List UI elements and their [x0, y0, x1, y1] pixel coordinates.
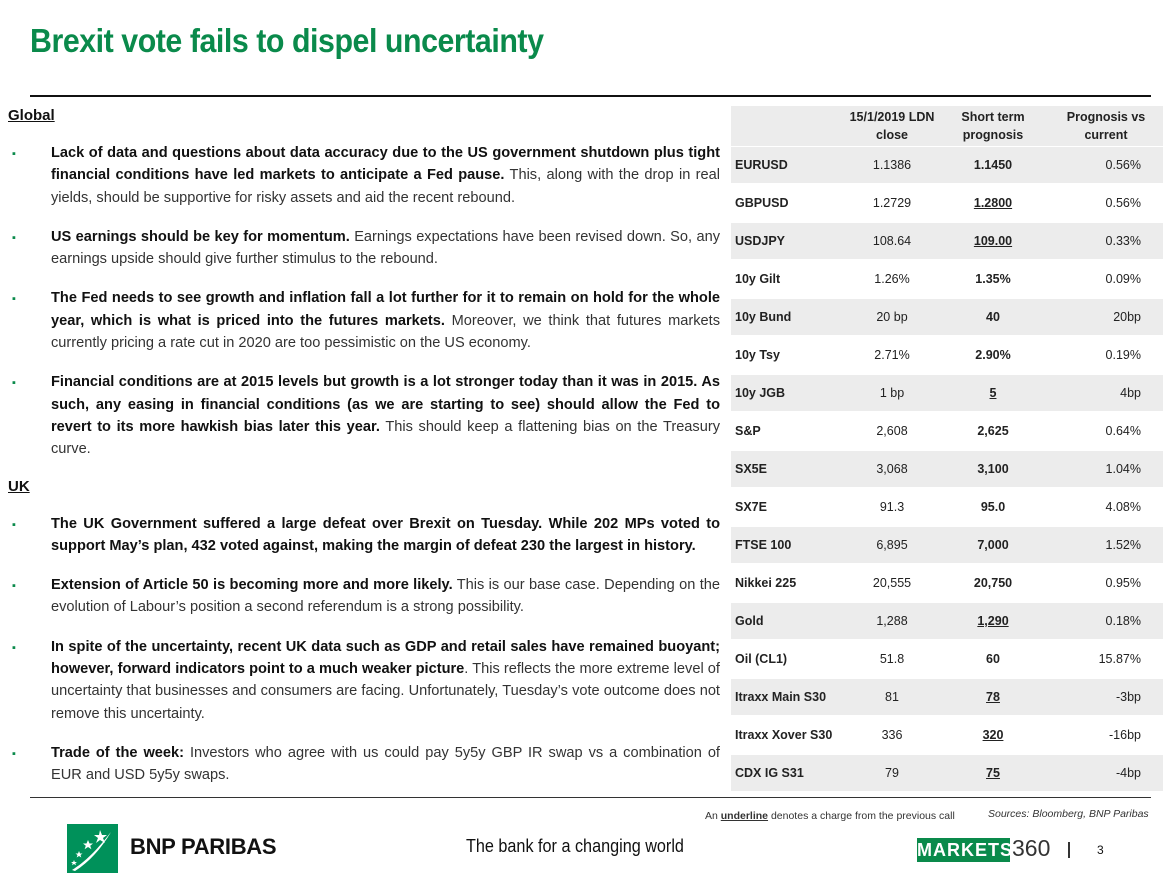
title-divider — [30, 95, 1151, 97]
prognosis-cell: 40 — [937, 298, 1049, 336]
prognosis-vs-current-cell: 20bp — [1049, 298, 1163, 336]
prognosis-vs-current-cell: 0.09% — [1049, 260, 1163, 298]
close-cell: 2,608 — [847, 412, 937, 450]
footer-divider — [30, 797, 1151, 798]
bullet-text: This should keep a flattening bias on the Treasury curve. — [51, 418, 720, 458]
prognosis-cell: 1.2800 — [937, 184, 1049, 222]
prognosis-cell: 7,000 — [937, 526, 1049, 564]
square-bullet-icon: ▪ — [12, 641, 16, 654]
table-row — [731, 640, 1163, 678]
prognosis-cell: 3,100 — [937, 450, 1049, 488]
instrument-cell: SX5E — [731, 450, 847, 488]
table-row — [731, 488, 1163, 526]
prognosis-cell: 109.00 — [937, 222, 1049, 260]
prognosis-vs-current-cell: 4.08% — [1049, 488, 1163, 526]
bullet-point — [8, 574, 720, 619]
instrument-cell: 10y Bund — [731, 298, 847, 336]
close-cell: 1.26% — [847, 260, 937, 298]
instrument-cell: SX7E — [731, 488, 847, 526]
bullet-bold-text: Financial conditions are at 2015 levels but growth is a lot stronger today than it was in 2015. As such, any easing in financial conditions (as we are starting to see) should allow the Fed to revert to its more hawkish bias later this year. — [51, 374, 720, 435]
square-bullet-icon: ▪ — [12, 148, 16, 160]
prognosis-vs-current-cell: 15.87% — [1049, 640, 1163, 678]
prognosis-cell: 5 — [937, 374, 1049, 412]
instrument-cell: GBPUSD — [731, 184, 847, 222]
prognosis-vs-current-cell: 0.56% — [1049, 184, 1163, 222]
bnp-paribas-logo-text: BNP PARIBAS — [130, 834, 277, 859]
instrument-cell: 10y Gilt — [731, 260, 847, 298]
table-row — [731, 298, 1163, 336]
square-bullet-icon: ▪ — [12, 518, 16, 531]
close-cell: 20,555 — [847, 564, 937, 602]
close-cell: 51.8 — [847, 640, 937, 678]
bullet-text: . This reflects the more extreme level of uncertainty that businesses and consumers are facing. Unfortunately, Tuesday’s vote outcome does not remove this uncertainty. — [51, 661, 720, 722]
table-row — [731, 184, 1163, 222]
square-bullet-icon: ▪ — [12, 293, 16, 306]
prognosis-cell: 95.0 — [937, 488, 1049, 526]
prognosis-vs-current-cell: 0.19% — [1049, 336, 1163, 374]
instrument-cell: 10y JGB — [731, 374, 847, 412]
close-cell: 3,068 — [847, 450, 937, 488]
section-heading: UK — [8, 477, 30, 495]
bullet-point — [8, 371, 720, 460]
markets360-number: 360 — [1012, 835, 1051, 861]
table-row — [731, 754, 1163, 792]
instrument-cell: Itraxx Main S30 — [731, 678, 847, 716]
header-prognosis-vs-current: Prognosis vs current — [1049, 106, 1163, 147]
bullet-text: Earnings expectations have been revised down. So, any earnings upside should give further stimulus to the rebound. — [51, 228, 720, 268]
market-prognosis-table — [731, 106, 1163, 793]
instrument-cell: CDX IG S31 — [731, 754, 847, 792]
bullet-text: Investors who agree with us could pay 5y5y GBP IR swap vs a combination of EUR and USD 5y5y swaps. — [51, 744, 720, 784]
close-cell: 2.71% — [847, 336, 937, 374]
bullet-bold-text: Extension of Article 50 is becoming more and more likely. — [51, 577, 453, 594]
instrument-cell: 10y Tsy — [731, 336, 847, 374]
table-row — [731, 336, 1163, 374]
page-title: Brexit vote fails to dispel uncertainty — [30, 22, 544, 59]
instrument-cell: Itraxx Xover S30 — [731, 716, 847, 754]
markets360-logo: MARKETS — [917, 840, 1013, 860]
table-row — [731, 716, 1163, 754]
table-header-row — [731, 106, 1163, 147]
prognosis-vs-current-cell: 0.33% — [1049, 222, 1163, 260]
instrument-cell: Oil (CL1) — [731, 640, 847, 678]
close-cell: 20 bp — [847, 298, 937, 336]
bullet-bold-text: The Fed needs to see growth and inflation fall a lot further for it to remain on hold for the whole year, which is what is priced into the futures markets. — [51, 290, 720, 329]
prognosis-cell: 2,625 — [937, 412, 1049, 450]
prognosis-vs-current-cell: 0.64% — [1049, 412, 1163, 450]
prognosis-cell: 320 — [937, 716, 1049, 754]
close-cell: 81 — [847, 678, 937, 716]
prognosis-cell: 20,750 — [937, 564, 1049, 602]
prognosis-vs-current-cell: -4bp — [1049, 754, 1163, 792]
footer-separator — [1068, 842, 1070, 858]
bullet-text: Moreover, we think that futures markets currently pricing a rate cut in 2020 are too pessimistic on the US economy. — [51, 312, 720, 352]
instrument-cell: Nikkei 225 — [731, 564, 847, 602]
close-cell: 1.2729 — [847, 184, 937, 222]
underline-footnote: An underline denotes a charge from the previous call — [705, 810, 955, 822]
prognosis-cell: 1.1450 — [937, 147, 1049, 185]
prognosis-cell: 1,290 — [937, 602, 1049, 640]
bullet-point — [8, 142, 720, 209]
instrument-cell: FTSE 100 — [731, 526, 847, 564]
table-row — [731, 222, 1163, 260]
table-row — [731, 147, 1163, 185]
page-number: 3 — [1097, 843, 1104, 857]
bullet-bold-text: The UK Government suffered a large defeat over Brexit on Tuesday. While 202 MPs voted to support May’s plan, 432 voted against, making the margin of defeat 230 the largest in history. — [51, 515, 720, 554]
prognosis-vs-current-cell: 1.04% — [1049, 450, 1163, 488]
table-row — [731, 260, 1163, 298]
table-row — [731, 602, 1163, 640]
instrument-cell: S&P — [731, 412, 847, 450]
close-cell: 1.1386 — [847, 147, 937, 185]
prognosis-cell: 1.35% — [937, 260, 1049, 298]
bullet-point — [8, 636, 720, 725]
header-close: 15/1/2019 LDN close — [847, 106, 937, 147]
close-cell: 91.3 — [847, 488, 937, 526]
close-cell: 1 bp — [847, 374, 937, 412]
bullet-bold-text: Trade of the week: — [51, 744, 185, 761]
bullet-bold-text: US earnings should be key for momentum. — [51, 228, 350, 245]
table-row — [731, 564, 1163, 602]
prognosis-vs-current-cell: 4bp — [1049, 374, 1163, 412]
instrument-cell: EURUSD — [731, 147, 847, 185]
bullet-bold-text: Lack of data and questions about data accuracy due to the US government shutdown plus tight financial conditions have led markets to anticipate a Fed pause. — [51, 145, 720, 184]
table-row — [731, 374, 1163, 412]
section-heading: Global — [8, 107, 55, 124]
square-bullet-icon: ▪ — [12, 747, 16, 760]
header-instrument — [731, 106, 847, 147]
bullet-point — [8, 513, 720, 558]
prognosis-vs-current-cell: 0.56% — [1049, 147, 1163, 185]
instrument-cell: USDJPY — [731, 222, 847, 260]
prognosis-vs-current-cell: 0.18% — [1049, 602, 1163, 640]
prognosis-cell: 2.90% — [937, 336, 1049, 374]
prognosis-vs-current-cell: 1.52% — [1049, 526, 1163, 564]
instrument-cell: Gold — [731, 602, 847, 640]
bullet-text: This, along with the drop in real yields, should be supportive for risky assets and aid the recent rebound. — [51, 167, 720, 206]
bnp-stars-logo-icon — [67, 824, 118, 873]
bullet-bold-text: In spite of the uncertainty, recent UK data such as GDP and retail sales have remained buoyant; however, forward indicators point to a much weaker picture — [51, 638, 720, 678]
header-prognosis: Short term prognosis — [937, 106, 1049, 147]
square-bullet-icon: ▪ — [12, 580, 16, 593]
table-row — [731, 412, 1163, 450]
table-row — [731, 450, 1163, 488]
bullet-text: This is our base case. Depending on the evolution of Labour’s position a second referendum is a strong possibility. — [51, 577, 720, 616]
close-cell: 336 — [847, 716, 937, 754]
close-cell: 1,288 — [847, 602, 937, 640]
prognosis-vs-current-cell: 0.95% — [1049, 564, 1163, 602]
close-cell: 79 — [847, 754, 937, 792]
bullet-point — [8, 287, 720, 354]
close-cell: 108.64 — [847, 222, 937, 260]
table-row — [731, 526, 1163, 564]
prognosis-vs-current-cell: -16bp — [1049, 716, 1163, 754]
bullet-point — [8, 742, 720, 787]
commentary-column — [8, 107, 720, 804]
tagline: The bank for a changing world — [466, 836, 684, 856]
square-bullet-icon: ▪ — [12, 377, 16, 390]
square-bullet-icon: ▪ — [12, 231, 16, 244]
table-row — [731, 678, 1163, 716]
prognosis-cell: 75 — [937, 754, 1049, 792]
bullet-point — [8, 226, 720, 271]
prognosis-vs-current-cell: -3bp — [1049, 678, 1163, 716]
sources-note: Sources: Bloomberg, BNP Paribas — [988, 808, 1149, 820]
prognosis-cell: 78 — [937, 678, 1049, 716]
close-cell: 6,895 — [847, 526, 937, 564]
prognosis-cell: 60 — [937, 640, 1049, 678]
